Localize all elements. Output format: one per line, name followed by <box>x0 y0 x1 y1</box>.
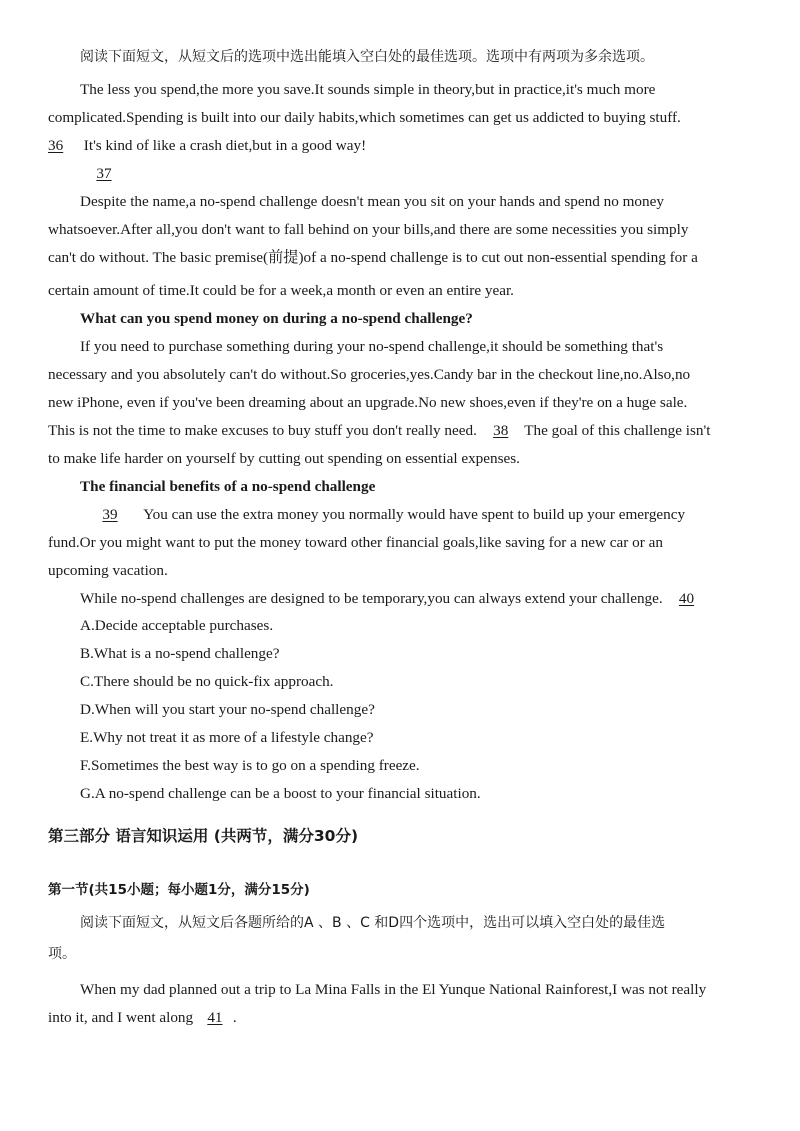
blank-41[interactable]: 41 <box>207 1009 223 1026</box>
paragraph-3-line-1: If you need to purchase something during your no-spend challenge,it should be something that's <box>80 338 664 355</box>
paragraph-1-line-2: complicated.Spending is built into our daily habits,which sometimes can get us addicted to buying stuff. <box>48 109 681 126</box>
paragraph-5-line-1 <box>80 589 706 609</box>
paragraph-2-line-1: Despite the name,a no-spend challenge doesn't mean you sit on your hands and spend no money <box>80 193 664 210</box>
part-3-title: 第三部分 语言知识运用 (共两节，满分30分) <box>48 827 359 845</box>
paragraph-5-text: While no-spend challenges are designed to be temporary,you can always extend your challenge. <box>80 590 667 607</box>
paragraph-2-line-4: certain amount of time.It could be for a week,a month or even an entire year. <box>48 282 514 299</box>
cloze-instruction-line-2: 项。 <box>48 946 76 962</box>
paragraph-2-line-3: can't do without. The basic premise(前提)of a no-spend challenge is to cut out non-essential spending for a <box>48 249 698 266</box>
option-c[interactable]: C.There should be no quick-fix approach. <box>80 673 334 690</box>
option-f[interactable]: F.Sometimes the best way is to go on a spending freeze. <box>80 757 420 774</box>
blank-38[interactable]: 38 <box>493 422 509 439</box>
reading-instruction: 阅读下面短文，从短文后的选项中选出能填入空白处的最佳选项。选项中有两项为多余选项。 <box>80 49 654 65</box>
paragraph-3-line-4 <box>48 421 710 441</box>
paragraph-blank-37-line <box>80 164 128 184</box>
cloze-paragraph-line-1: When my dad planned out a trip to La Mina Falls in the El Yunque National Rainforest,I was not really <box>80 981 707 998</box>
paragraph-4-line-3: upcoming vacation. <box>48 562 168 579</box>
paragraph-1-line-3-text: It's kind of like a crash diet,but in a good way! <box>80 137 367 154</box>
cloze-paragraph-line-2-start: into it, and I went along <box>48 1009 197 1026</box>
paragraph-1-line-3 <box>48 136 366 156</box>
option-b[interactable]: B.What is a no-spend challenge? <box>80 645 280 662</box>
paragraph-3-line-4-start: This is not the time to make excuses to buy stuff you don't really need. <box>48 422 481 439</box>
paragraph-4-line-1 <box>80 505 685 525</box>
cloze-instruction-line-1: 阅读下面短文，从短文后各题所给的A 、B 、C 和D四个选项中，选出可以填入空白处的最佳选 <box>80 915 666 931</box>
blank-39[interactable]: 39 <box>102 506 118 523</box>
paragraph-4-line-2: fund.Or you might want to put the money toward other financial goals,like saving for a new car or an <box>48 534 663 551</box>
paragraph-3-line-2: necessary and you absolutely can't do without.So groceries,yes.Candy bar in the checkout line,no.Also,no <box>48 366 691 383</box>
paragraph-2-line-2: whatsoever.After all,you don't want to fall behind on your bills,and there are some necessities you simply <box>48 221 689 238</box>
blank-36[interactable]: 36 <box>48 137 64 154</box>
blank-40[interactable]: 40 <box>678 590 695 607</box>
paragraph-1-line-1: The less you spend,the more you save.It sounds simple in theory,but in practice,it's much more <box>80 81 656 98</box>
paragraph-3-line-3: new iPhone, even if you've been dreaming about an upgrade.No new shoes,even if they're on a huge sale. <box>48 394 688 411</box>
paragraph-3-line-4-end: The goal of this challenge isn't <box>520 422 711 439</box>
option-g[interactable]: G.A no-spend challenge can be a boost to your financial situation. <box>80 785 481 802</box>
paragraph-3-line-5: to make life harder on yourself by cutting out spending on essential expenses. <box>48 450 520 467</box>
heading-financial-benefits: The financial benefits of a no-spend challenge <box>80 478 376 495</box>
option-e[interactable]: E.Why not treat it as more of a lifestyle change? <box>80 729 374 746</box>
paragraph-4-line-1-text: You can use the extra money you normally would have spent to build up your emergency <box>140 506 686 523</box>
option-a[interactable]: A.Decide acceptable purchases. <box>80 617 274 634</box>
cloze-paragraph-line-2 <box>48 1008 237 1028</box>
heading-spend-money-on: What can you spend money on during a no-spend challenge? <box>80 310 473 327</box>
section-1-title: 第一节(共15小题；每小题1分，满分15分) <box>48 882 310 898</box>
blank-37[interactable]: 37 <box>96 165 112 182</box>
cloze-paragraph-line-2-end: . <box>232 1009 237 1026</box>
option-d[interactable]: D.When will you start your no-spend challenge? <box>80 701 375 718</box>
